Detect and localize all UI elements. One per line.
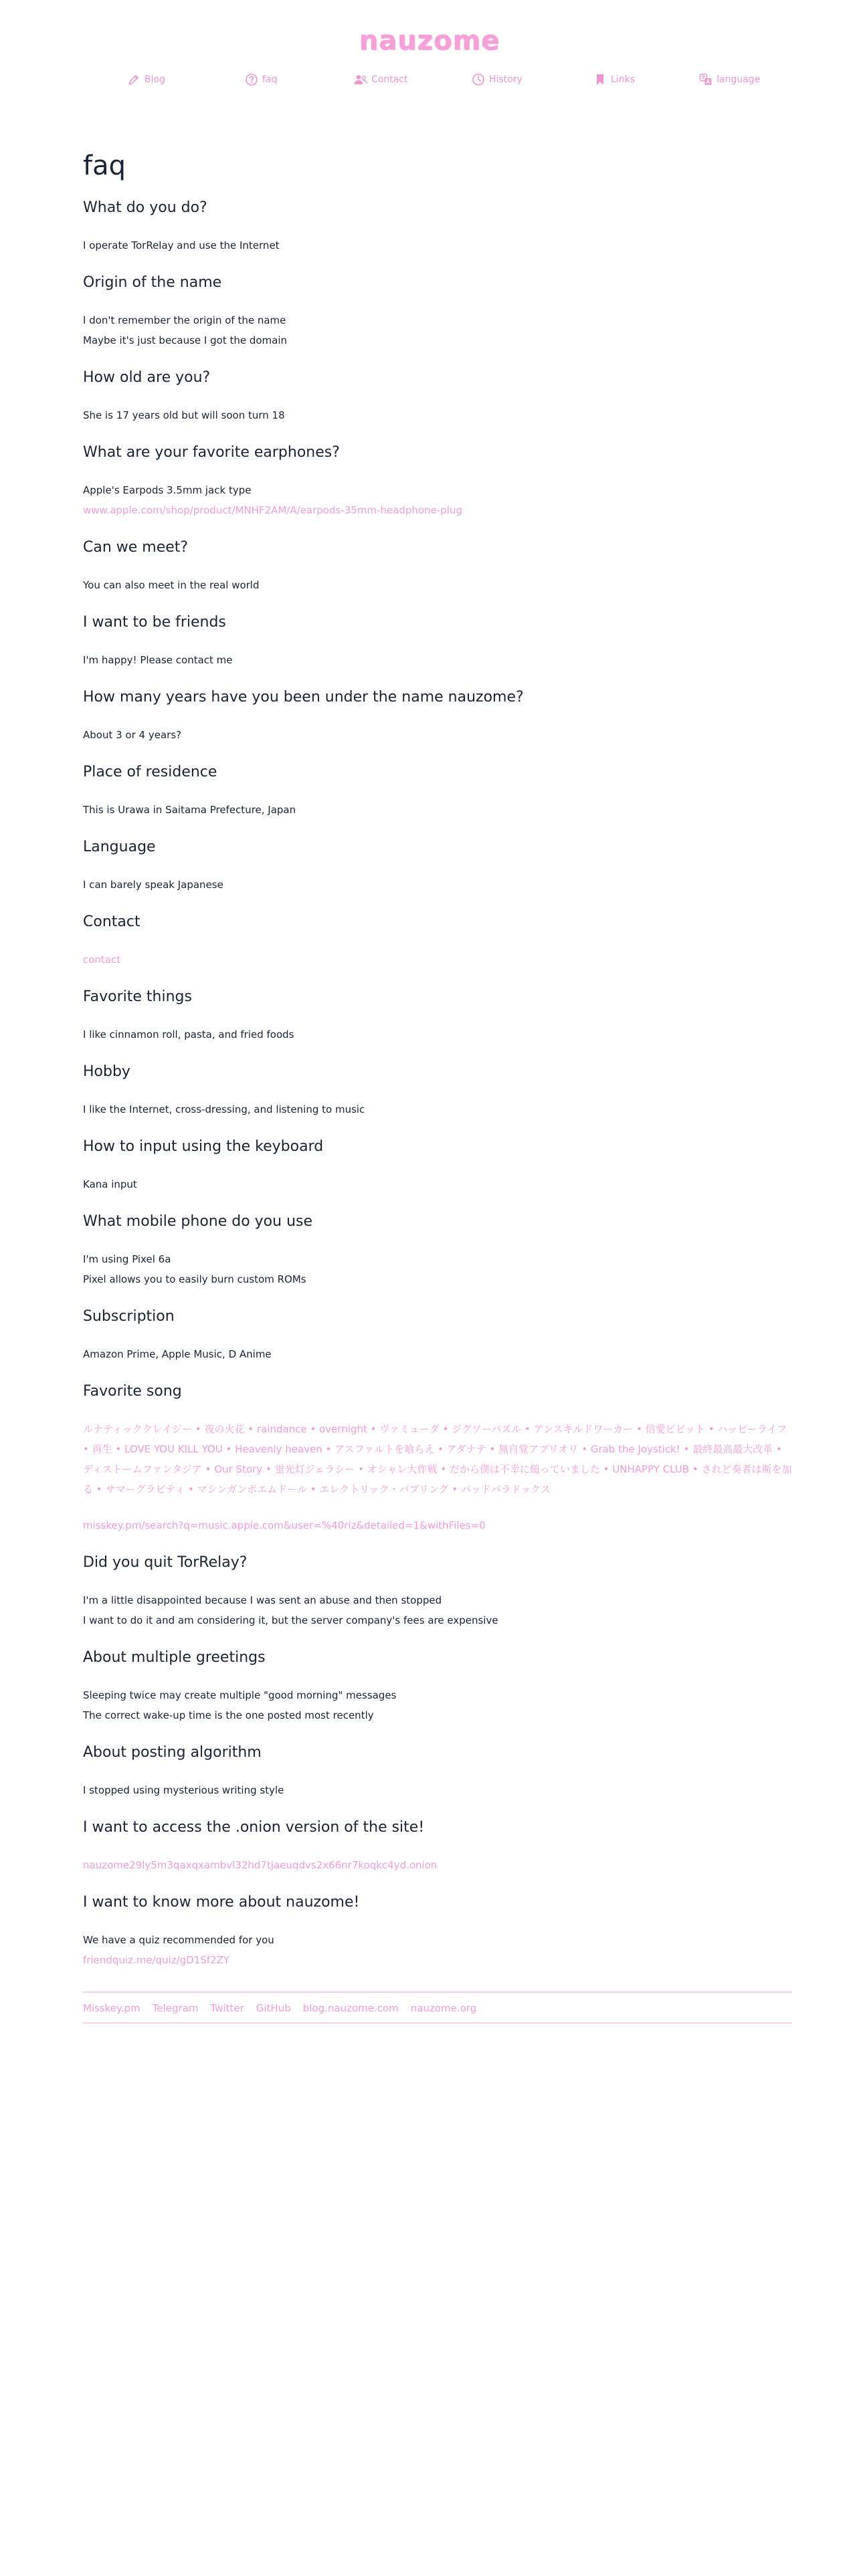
- song-link[interactable]: ジグソーパズル: [452, 1423, 522, 1435]
- translate-icon: [699, 73, 712, 86]
- faq-item: [83, 198, 792, 255]
- song-separator: •: [310, 1423, 316, 1435]
- faq-question: Favorite things: [83, 988, 192, 1005]
- faq-item: [83, 987, 792, 1045]
- bookmark-icon: [593, 73, 607, 86]
- faq-answer: We have a quiz recommended for you: [83, 1934, 274, 1946]
- nav-links[interactable]: [593, 70, 635, 90]
- pen-icon: [127, 73, 140, 86]
- faq-link[interactable]: contact: [83, 954, 121, 966]
- footer-links: [83, 1993, 792, 2022]
- nav-blog[interactable]: [127, 70, 165, 90]
- song-separator: •: [83, 1443, 89, 1455]
- nav-faq[interactable]: [245, 70, 277, 90]
- faq-question: Favorite song: [83, 1383, 182, 1400]
- faq-item: [83, 1818, 792, 1875]
- song-link[interactable]: オシャレ大作戦: [367, 1463, 438, 1475]
- faq-question: How old are you?: [83, 369, 211, 386]
- song-link[interactable]: overnight: [319, 1423, 367, 1435]
- nav-links-label: Links: [611, 74, 635, 85]
- song-link[interactable]: 夜の火花: [204, 1423, 245, 1435]
- song-link[interactable]: 最終最高最大改革: [692, 1443, 773, 1455]
- song-link[interactable]: アスファルトを喰らえ: [335, 1443, 435, 1455]
- faq-item-favorite-song: [83, 1382, 792, 1535]
- song-separator: •: [524, 1423, 531, 1435]
- faq-item: [83, 443, 792, 520]
- song-separator: •: [692, 1463, 698, 1475]
- faq-link[interactable]: www.apple.com/shop/product/MNHF2AM/A/earpods-35mm-headphone-plug: [83, 504, 462, 516]
- footer-link[interactable]: nauzome.org: [410, 2002, 477, 2014]
- faq-answer: I want to do it and am considering it, but the server company's fees are expensive: [83, 1614, 498, 1626]
- faq-answer: You can also meet in the real world: [83, 579, 260, 591]
- faq-question: I want to be friends: [83, 614, 226, 631]
- faq-item: [83, 1743, 792, 1800]
- song-separator: •: [452, 1483, 458, 1495]
- song-separator: •: [358, 1463, 364, 1475]
- faq-question: How to input using the keyboard: [83, 1138, 324, 1155]
- song-separator: •: [683, 1443, 690, 1455]
- faq-question: Subscription: [83, 1308, 175, 1325]
- song-separator: •: [581, 1443, 588, 1455]
- faq-item: [83, 368, 792, 425]
- faq-answer: Kana input: [83, 1178, 137, 1190]
- faq-item: [83, 1553, 792, 1630]
- faq-item: [83, 613, 792, 670]
- question-circle-icon: [245, 73, 258, 86]
- song-link[interactable]: 蛍光灯ジェラシー: [274, 1463, 355, 1475]
- faq-answer: I'm using Pixel 6a: [83, 1253, 171, 1265]
- faq-question: How many years have you been under the name nauzome?: [83, 689, 524, 706]
- nav-blog-label: Blog: [145, 74, 165, 85]
- faq-answer: This is Urawa in Saitama Prefecture, Japan: [83, 804, 296, 816]
- faq-item: [83, 1137, 792, 1194]
- faq-answer: Pixel allows you to easily burn custom ROMs: [83, 1273, 306, 1285]
- faq-question: Place of residence: [83, 764, 217, 780]
- song-separator: •: [438, 1443, 444, 1455]
- faq-item: [83, 538, 792, 595]
- faq-item: [83, 1062, 792, 1119]
- faq-list: [83, 198, 792, 1364]
- faq-question: Did you quit TorRelay?: [83, 1554, 248, 1571]
- song-separator: •: [442, 1423, 449, 1435]
- song-link[interactable]: ヴァミューダ: [379, 1423, 440, 1435]
- song-link[interactable]: サマーグラビティ: [105, 1483, 185, 1495]
- nav-faq-label: faq: [262, 74, 278, 85]
- song-separator: •: [96, 1483, 102, 1495]
- faq-answer: I stopped using mysterious writing style: [83, 1784, 284, 1796]
- faq-answer: She is 17 years old but will soon turn 18: [83, 409, 285, 421]
- song-separator: •: [225, 1443, 232, 1455]
- faq-question: I want to access the .onion version of the site!: [83, 1819, 425, 1836]
- faq-list-continued: [83, 1553, 792, 1970]
- song-link[interactable]: パッドパラドックス: [461, 1483, 551, 1495]
- song-separator: •: [325, 1443, 332, 1455]
- faq-answer: Maybe it's just because I got the domain: [83, 334, 288, 346]
- nav-language-label: language: [717, 74, 761, 85]
- faq-answer: Apple's Earpods 3.5mm jack type: [83, 484, 252, 496]
- faq-question: Language: [83, 839, 156, 855]
- song-separator: •: [248, 1423, 254, 1435]
- footer-link[interactable]: Misskey.pm: [83, 2002, 140, 2014]
- nav-history-label: History: [489, 74, 522, 85]
- song-link[interactable]: 無自覚アプリオリ: [498, 1443, 579, 1455]
- faq-question: What do you do?: [83, 199, 207, 216]
- nav-contact[interactable]: [354, 70, 407, 90]
- faq-item: [83, 687, 792, 745]
- song-link[interactable]: アダナテ: [446, 1443, 486, 1455]
- song-separator: •: [188, 1483, 194, 1495]
- song-separator: •: [265, 1463, 272, 1475]
- faq-question: About posting algorithm: [83, 1744, 262, 1761]
- users-icon: [354, 73, 367, 86]
- footer-link[interactable]: Telegram: [152, 2002, 199, 2014]
- faq-item: [83, 912, 792, 970]
- song-link[interactable]: ハッピーライフ: [717, 1423, 787, 1435]
- faq-answer: I'm a little disappointed because I was sent an abuse and then stopped: [83, 1594, 442, 1606]
- faq-question: About multiple greetings: [83, 1649, 266, 1666]
- faq-item: [83, 273, 792, 350]
- song-separator: •: [440, 1463, 447, 1475]
- footer-link[interactable]: Twitter: [210, 2002, 244, 2014]
- clock-icon: [472, 73, 485, 86]
- main-content: [83, 148, 792, 2024]
- song-separator: •: [195, 1423, 201, 1435]
- song-link[interactable]: マシンガンポエムドール: [197, 1483, 307, 1495]
- faq-link[interactable]: misskey.pm/search?q=music.apple.com&user=%40riz&detailed=1&withFiles=0: [83, 1519, 486, 1531]
- faq-item: [83, 1307, 792, 1364]
- song-link[interactable]: Grab the Joystick!: [590, 1443, 680, 1455]
- song-link[interactable]: 信愛ビビット: [645, 1423, 705, 1435]
- song-link[interactable]: エレクトリック・バブリング: [319, 1483, 449, 1495]
- nav-language[interactable]: [699, 70, 760, 90]
- song-link[interactable]: LOVE YOU KILL YOU: [124, 1443, 223, 1455]
- footer-link[interactable]: GitHub: [256, 2002, 291, 2014]
- song-separator: •: [603, 1463, 609, 1475]
- song-link[interactable]: アンスキルドワーカー: [533, 1423, 634, 1435]
- song-separator: •: [310, 1483, 316, 1495]
- footer-link[interactable]: blog.nauzome.com: [302, 2002, 399, 2014]
- faq-answer: Amazon Prime, Apple Music, D Anime: [83, 1348, 272, 1360]
- song-link[interactable]: ディストームファンタジア: [83, 1463, 202, 1475]
- footer-divider-bottom: [83, 2022, 792, 2024]
- faq-link[interactable]: friendquiz.me/quiz/gD1Sf2ZY: [83, 1954, 230, 1966]
- song-separator: •: [115, 1443, 122, 1455]
- faq-question: Contact: [83, 914, 140, 930]
- song-link[interactable]: Our Story: [214, 1463, 263, 1475]
- song-link[interactable]: Heavenly heaven: [235, 1443, 322, 1455]
- song-link[interactable]: ルナティッククレイジー: [83, 1423, 193, 1435]
- song-separator: •: [636, 1423, 642, 1435]
- song-link[interactable]: raindance: [256, 1423, 307, 1435]
- faq-answer: I can barely speak Japanese: [83, 879, 223, 891]
- faq-item: [83, 1212, 792, 1289]
- faq-answer: Sleeping twice may create multiple "good morning" messages: [83, 1689, 397, 1701]
- faq-item: [83, 1648, 792, 1725]
- faq-item: [83, 837, 792, 895]
- song-link[interactable]: 再生: [92, 1443, 112, 1455]
- faq-answer: I operate TorRelay and use the Internet: [83, 239, 280, 251]
- faq-question: Origin of the name: [83, 274, 222, 291]
- song-link[interactable]: されど奏者は斯を加る: [83, 1463, 792, 1495]
- nav-history[interactable]: [472, 70, 522, 90]
- faq-item: [83, 762, 792, 820]
- faq-question: Can we meet?: [83, 539, 189, 556]
- faq-question: I want to know more about nauzome!: [83, 1894, 360, 1911]
- song-list: [83, 1419, 792, 1499]
- song-separator: •: [370, 1423, 377, 1435]
- song-separator: •: [776, 1443, 782, 1455]
- song-separator: •: [489, 1443, 496, 1455]
- faq-question: What mobile phone do you use: [83, 1213, 313, 1230]
- song-separator: •: [708, 1423, 714, 1435]
- faq-question: What are your favorite earphones?: [83, 444, 340, 461]
- song-link[interactable]: UNHAPPY CLUB: [612, 1463, 690, 1475]
- song-link[interactable]: だから僕は不幸に縋っていました: [449, 1463, 600, 1475]
- faq-item: [83, 1893, 792, 1970]
- nav-contact-label: Contact: [371, 74, 408, 85]
- faq-answer: I like the Internet, cross-dressing, and listening to music: [83, 1103, 365, 1115]
- song-separator: •: [205, 1463, 211, 1475]
- faq-answer: About 3 or 4 years?: [83, 729, 182, 741]
- footer: [83, 1992, 792, 2024]
- page-title: faq: [83, 150, 126, 181]
- site-logo[interactable]: nauzome: [359, 25, 500, 56]
- faq-answer: I like cinnamon roll, pasta, and fried foods: [83, 1029, 294, 1041]
- main-nav: [0, 70, 859, 90]
- faq-question: Hobby: [83, 1063, 130, 1080]
- faq-answer: I don't remember the origin of the name: [83, 314, 286, 326]
- faq-answer: I'm happy! Please contact me: [83, 654, 233, 666]
- faq-link[interactable]: nauzome29ly5m3qaxqxambvl32hd7tjaeuqdvs2x66nr7koqkc4yd.onion: [83, 1859, 438, 1871]
- faq-answer: The correct wake-up time is the one posted most recently: [83, 1709, 374, 1721]
